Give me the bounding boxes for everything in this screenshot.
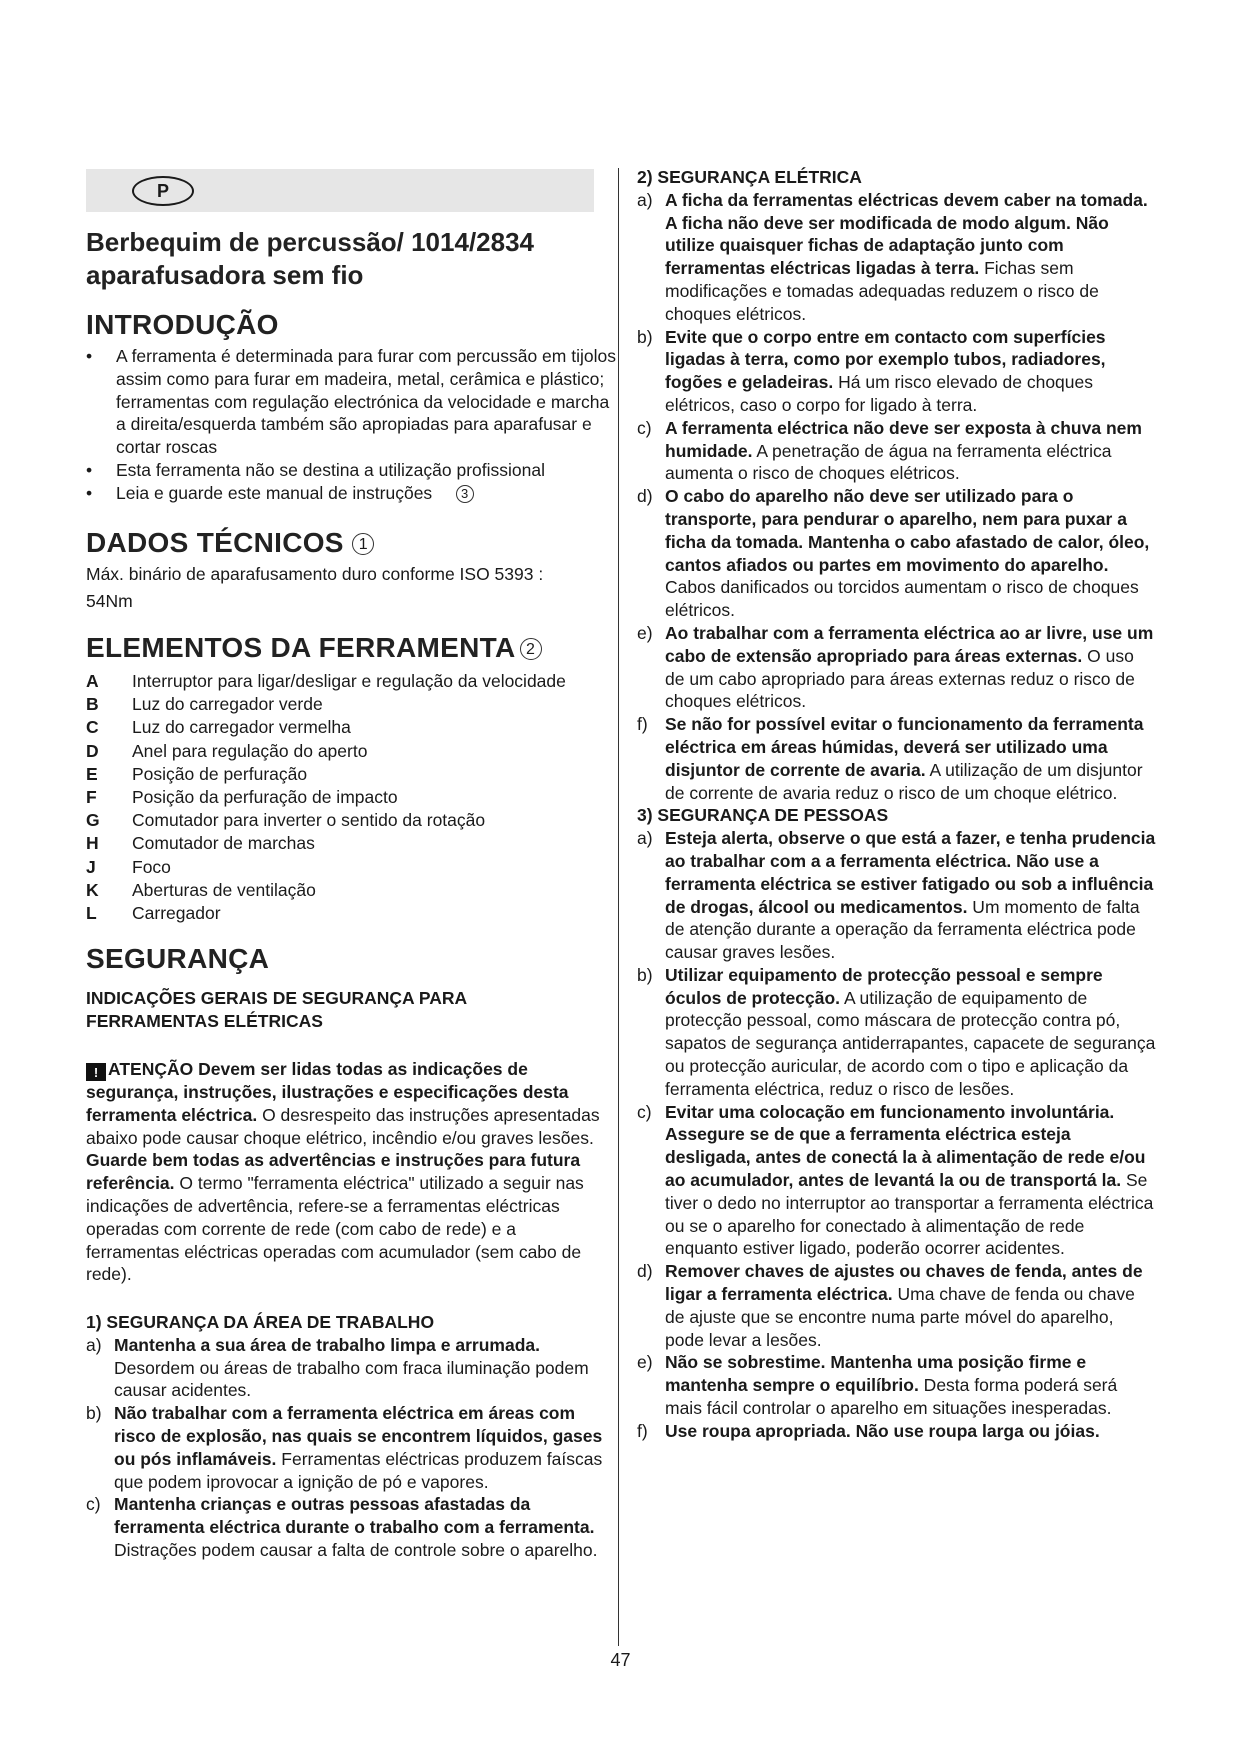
element-row: F Posição da perfuração de impacto bbox=[86, 787, 398, 808]
element-row: J Foco bbox=[86, 856, 171, 877]
list-item: d) O cabo do aparelho não deve ser utilizado para o transporte, para pendurar o aparelho, nem para puxar a ficha da tomada. Mantenha o cabo afastado de calor, óleo, cantos afiados ou partes em movimento do aparelho. Cabos danificados ou torcidos aumentam o risco de choques elétricos. bbox=[637, 486, 1150, 621]
page-title: Berbequim de percussão/ 1014/2834 aparafusadora sem fio bbox=[86, 227, 535, 290]
elementos-heading: ELEMENTOS DA FERRAMENTA 2 bbox=[86, 632, 542, 664]
language-header-bar bbox=[86, 169, 594, 212]
section-3-heading: 3) SEGURANÇA DE PESSOAS bbox=[637, 805, 889, 826]
language-badge: P bbox=[132, 176, 194, 206]
list-item: c) Evitar uma colocação em funcionamento involuntária. Assegure se de que a ferramenta eléctrica esteja desligada, antes de conectá la à alimentação de rede e/ou ao acumulador, antes de levantá la ou de transportá la. Se tiver o dedo no interruptor ao transportar a ferramenta eléctrica ou se o aparelho for conectado à alimentação de rede enquanto estiver ligado, poderão ocorrer acidentes. bbox=[637, 1101, 1154, 1259]
list-item: e) Não se sobrestime. Mantenha uma posição firme e mantenha sempre o equilíbrio. Desta forma poderá será mais fácil controlar o aparelho em situações inesperadas. bbox=[637, 1352, 1118, 1419]
element-row: L Carregador bbox=[86, 903, 221, 924]
element-row: D Anel para regulação do aperto bbox=[86, 740, 368, 761]
element-row: B Luz do carregador verde bbox=[86, 694, 323, 715]
section-2 bbox=[637, 166, 1157, 1443]
section-2-heading: 2) SEGURANÇA ELÉTRICA bbox=[637, 167, 862, 187]
intro-bullet: • Leia e guarde este manual de instruções 3 bbox=[86, 482, 616, 505]
intro-bullet: • Esta ferramenta não se destina a utilização profissional bbox=[86, 459, 616, 482]
element-row: K Aberturas de ventilação bbox=[86, 879, 316, 900]
list-item: f) Se não for possível evitar o funcionamento da ferramenta eléctrica em áreas húmidas, deverá ser utilizado uma disjuntor de corrente de avaria. A utilização de um disjuntor de corrente de avaria reduz o risco de um choque elétrico. bbox=[637, 714, 1144, 803]
figure-ref-2: 2 bbox=[520, 638, 542, 660]
list-item: f) Use roupa apropriada. Não use roupa larga ou jóias. bbox=[637, 1420, 1100, 1441]
figure-ref-3: 3 bbox=[456, 485, 474, 503]
element-row: A Interruptor para ligar/desligar e regulação da velocidade bbox=[86, 671, 566, 691]
warning-icon: ! bbox=[86, 1063, 106, 1081]
list-item: e) Ao trabalhar com a ferramenta eléctrica ao ar livre, use um cabo de extensão apropriado para áreas externas. O uso de um cabo apropriado para áreas externas reduz o risco de choques elétricos. bbox=[637, 622, 1154, 712]
list-item: a) A ficha da ferramentas eléctricas devem caber na tomada. A ficha não deve ser modificada de modo algum. Não utilize quaisquer fichas de adaptação junto com ferramentas eléctricas ligadas à terra. Fichas sem modificações e tomadas adequadas reduzem o risco de choques elétricos. bbox=[637, 189, 1148, 324]
list-item: b) Utilizar equipamento de protecção pessoal e sempre óculos de protecção. A utilização de equipamento de protecção pessoal, como máscara de protecção contra pó, sapatos de segurança antiderrapantes, capacete de segurança ou protecção auricular, de acordo com o tipo e aplicação da ferramenta eléctrica, reduz o risco de lesões. bbox=[637, 964, 1156, 1099]
list-item: d) Remover chaves de ajustes ou chaves de fenda, antes de ligar a ferramenta eléctrica. Uma chave de fenda ou chave de ajuste que se encontre numa parte móvel do aparelho, pode levar a lesões. bbox=[637, 1261, 1143, 1350]
dados-heading: DADOS TÉCNICOS 1 bbox=[86, 527, 374, 559]
section-1-heading: 1) SEGURANÇA DA ÁREA DE TRABALHO bbox=[86, 1312, 435, 1332]
element-row: H Comutador de marchas bbox=[86, 833, 315, 854]
intro-bullet: • A ferramenta é determinada para furar com percussão em tijolos assim como para furar em madeira, metal, cerâmica e plástico; ferramentas com regulação electrónica da velocidade e marcha a direita/esquerda também são apropiadas para aparafusar e cortar roscas bbox=[86, 345, 616, 459]
list-item: a) Esteja alerta, observe o que está a fazer, e tenha prudencia ao trabalhar com a a ferramenta eléctrica. Não use a ferramenta eléctrica se estiver fatigado ou sob a influência de drogas, álcool ou medicamentos. Um momento de falta de atenção durante a operação da ferramenta eléctrica pode causar graves lesões. bbox=[637, 828, 1156, 963]
element-row: G Comutador para inverter o sentido da rotação bbox=[86, 810, 486, 831]
column-divider bbox=[618, 168, 619, 1646]
seguranca-heading: SEGURANÇA bbox=[86, 943, 270, 974]
page-number: 47 bbox=[610, 1650, 631, 1670]
dados-text: Máx. binário de aparafusamento duro conforme ISO 5393 : 54Nm bbox=[86, 564, 544, 611]
element-row: E Posição de perfuração bbox=[86, 763, 308, 784]
intro-heading: INTRODUÇÃO bbox=[86, 309, 279, 340]
seguranca-subheading: INDICAÇÕES GERAIS DE SEGURANÇA PARA FERRAMENTAS ELÉTRICAS bbox=[86, 988, 467, 1031]
warning-paragraph: ! ATENÇÃO Devem ser lidas todas as indicações de segurança, instruções, ilustrações e especificações desta ferramenta eléctrica. O desrespeito das instruções apresentadas abaixo pode causar choque elétrico, incêndio e/ou graves lesões. Guarde bem todas as advertências e instruções para futura referência. O termo "ferramenta eléctrica" utilizado a seguir nas indicações de advertência, refere-se a ferramentas eléctricas operadas com corrente de rede (com cabo de rede) e a ferramentas eléctricas operadas com acumulador (sem cabo de rede). bbox=[86, 1059, 600, 1285]
list-item: b) Evite que o corpo entre em contacto com superfícies ligadas à terra, como por exemplo tubos, radiadores, fogões e geladeiras. Há um risco elevado de choques elétricos, caso o corpo for ligado à terra. bbox=[637, 326, 1106, 415]
figure-ref-1: 1 bbox=[352, 533, 374, 555]
list-item: c) A ferramenta eléctrica não deve ser exposta à chuva nem humidade. A penetração de água na ferramenta eléctrica aumenta o risco de choques elétricos. bbox=[637, 417, 1142, 484]
list-item: c) Mantenha crianças e outras pessoas afastadas da ferramenta eléctrica durante o trabalho com a ferramenta. Distrações podem causar a falta de controle sobre o aparelho. bbox=[86, 1494, 598, 1560]
list-item: a) Mantenha a sua área de trabalho limpa e arrumada. Desordem ou áreas de trabalho com fraca iluminação podem causar acidentes. bbox=[86, 1334, 589, 1401]
element-row: C Luz do carregador vermelha bbox=[86, 717, 351, 738]
list-item: b) Não trabalhar com a ferramenta eléctrica em áreas com risco de explosão, nas quais se encontrem líquidos, gases ou pós inflamáveis. Ferramentas eléctricas produzem faíscas que podem iprovocar a ignição de pó e vapores. bbox=[86, 1403, 603, 1492]
intro-bullets bbox=[86, 345, 616, 505]
elements-list bbox=[86, 670, 626, 925]
section-1 bbox=[86, 1311, 611, 1562]
